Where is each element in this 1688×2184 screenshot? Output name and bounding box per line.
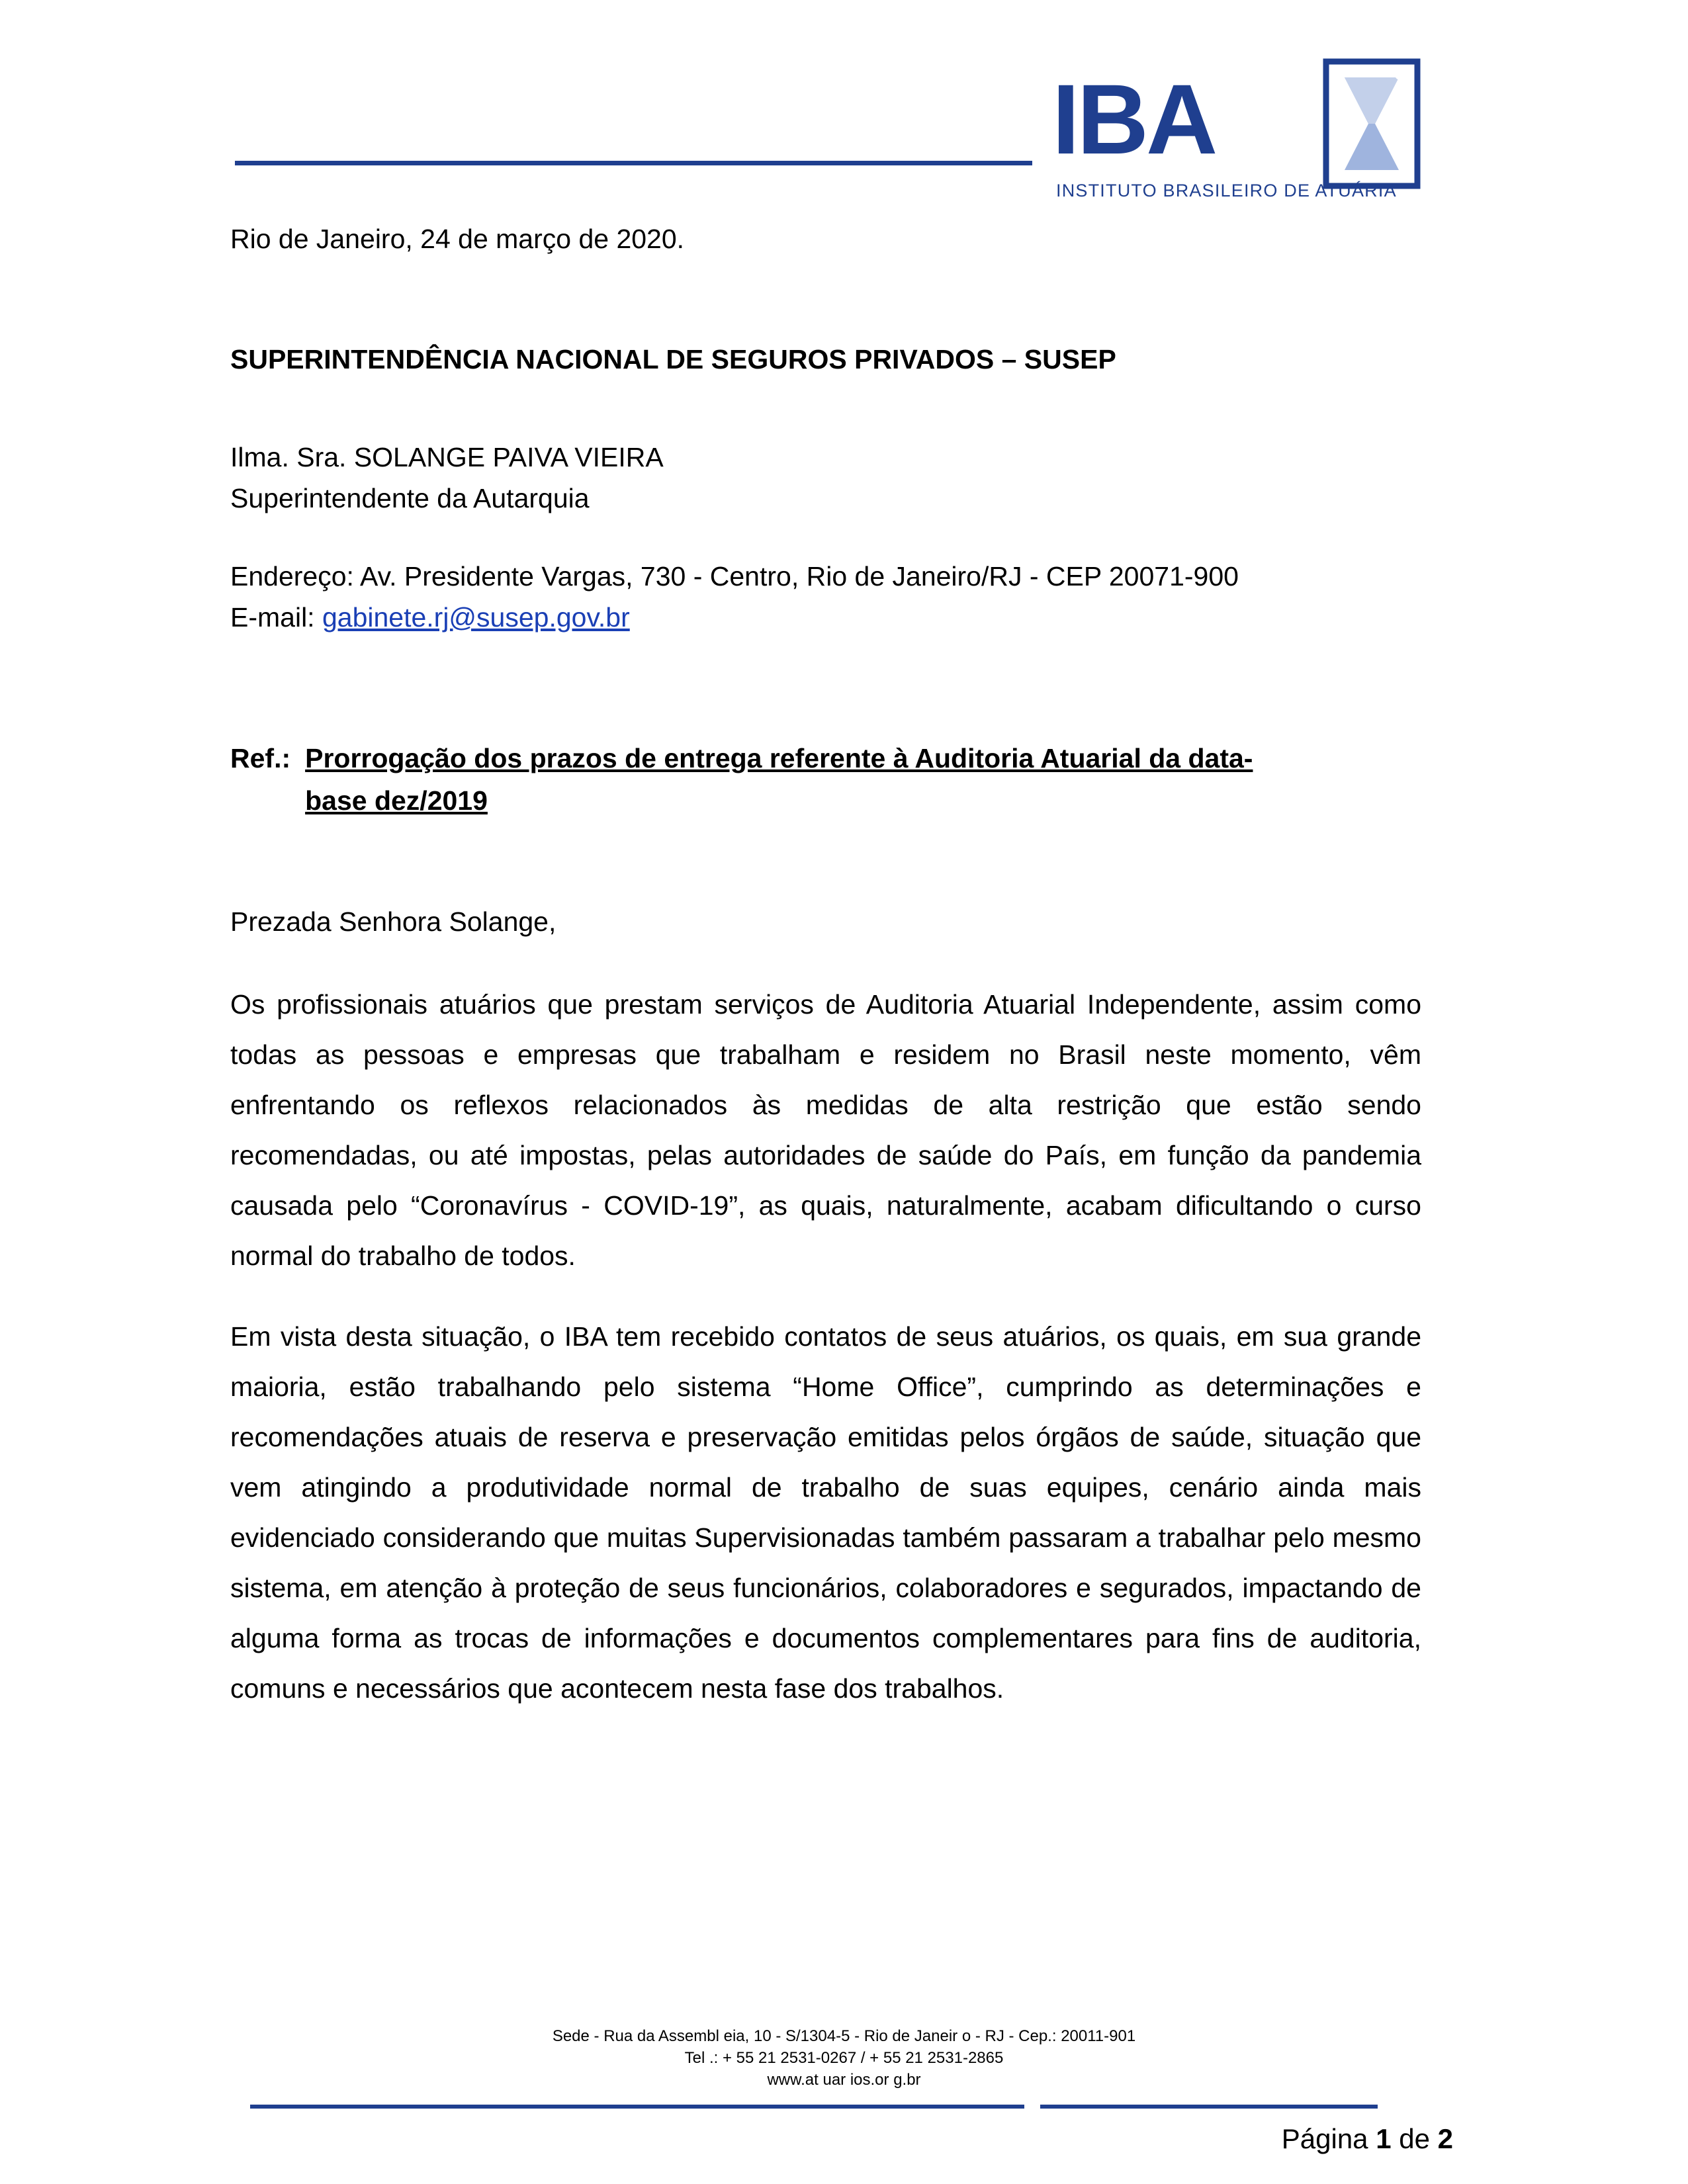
document-body [230, 218, 1421, 1714]
footer-divider-left [250, 2105, 1024, 2109]
ref-text [305, 737, 1390, 822]
date-line: Rio de Janeiro, 24 de março de 2020. [230, 224, 685, 254]
subject-reference [230, 737, 1421, 822]
spacer [230, 822, 1421, 901]
hourglass-icon [1322, 58, 1421, 190]
page-current: 1 [1376, 2123, 1392, 2154]
salutation: Prezada Senhora Solange, [230, 906, 556, 937]
footer-address: Sede - Rua da Assembl eia, 10 - S/1304-5 - Rio de Janeir o - RJ - Cep.: 20011-901 [552, 2027, 1136, 2045]
spacer [230, 380, 1421, 437]
page-total: 2 [1437, 2123, 1453, 2154]
spacer [230, 942, 1421, 979]
email-link[interactable]: gabinete.rj@susep.gov.br [322, 602, 630, 633]
spacer [230, 519, 1421, 556]
logo-wordmark: IBA [1052, 64, 1216, 175]
spacer [230, 638, 1421, 717]
spacer [230, 717, 1421, 737]
footer-contact-info [0, 2025, 1688, 2091]
recipient-organization: SUPERINTENDÊNCIA NACIONAL DE SEGUROS PRIVADOS – SUSEP [230, 344, 1116, 374]
footer-divider-right [1040, 2105, 1378, 2109]
spacer [230, 259, 1421, 339]
recipient-name: Ilma. Sra. SOLANGE PAIVA VIEIRA [230, 442, 664, 472]
recipient-email-line [230, 597, 1421, 638]
page-number [1282, 2123, 1453, 2155]
iba-logo [1052, 64, 1423, 218]
document-header [0, 0, 1688, 245]
email-label: E-mail: [230, 602, 322, 633]
paragraph-2: Em vista desta situação, o IBA tem recebido contatos de seus atuários, os quais, em sua grande maioria, estão trabalhando pelo sistema “Home Office”, cumprindo as determinações e recomendações atuais de reserva e preservação emitidas pelos órgãos de saúde, situação que vem atingindo a produtividade normal de trabalho de suas equipes, cenário ainda mais evidenciado considerando que muitas Supervisionadas também passaram a trabalhar pelo mesmo sistema, em atenção à proteção de seus funcionários, colaboradores e segurados, impactando de alguma forma as trocas de informações e documentos complementares para fins de auditoria, comuns e necessários que acontecem nesta fase dos trabalhos. [230, 1321, 1421, 1704]
recipient-title: Superintendente da Autarquia [230, 483, 590, 513]
recipient-address: Endereço: Av. Presidente Vargas, 730 - Centro, Rio de Janeiro/RJ - CEP 20071-900 [230, 561, 1239, 591]
page-middle: de [1391, 2123, 1438, 2154]
paragraph-1: Os profissionais atuários que prestam serviços de Auditoria Atuarial Independente, assim como todas as pessoas e empresas que trabalham e residem no Brasil neste momento, vêm enfrentando os reflexos relacionados às medidas de alta restrição que estão sendo recomendadas, ou até impostas, pelas autoridades de saúde do País, em função da pandemia causada pelo “Coronavírus - COVID-19”, as quais, naturalmente, acabam dificultando o curso normal do trabalho de todos. [230, 989, 1421, 1271]
ref-label: Ref.: [230, 743, 291, 773]
footer-website: www.at uar ios.or g.br [767, 2071, 921, 2089]
footer-phone: Tel .: + 55 21 2531-0267 / + 55 21 2531-2865 [684, 2049, 1004, 2067]
logo-subtitle: INSTITUTO BRASILEIRO DE ATUÁRIA [1056, 181, 1397, 200]
ref-text-line1: Prorrogação dos prazos de entrega referente à Auditoria Atuarial da data- [305, 743, 1253, 773]
header-divider [235, 161, 1032, 165]
ref-text-line2: base dez/2019 [305, 785, 488, 816]
page-prefix: Página [1281, 2123, 1376, 2154]
document-footer [0, 2012, 1688, 2184]
